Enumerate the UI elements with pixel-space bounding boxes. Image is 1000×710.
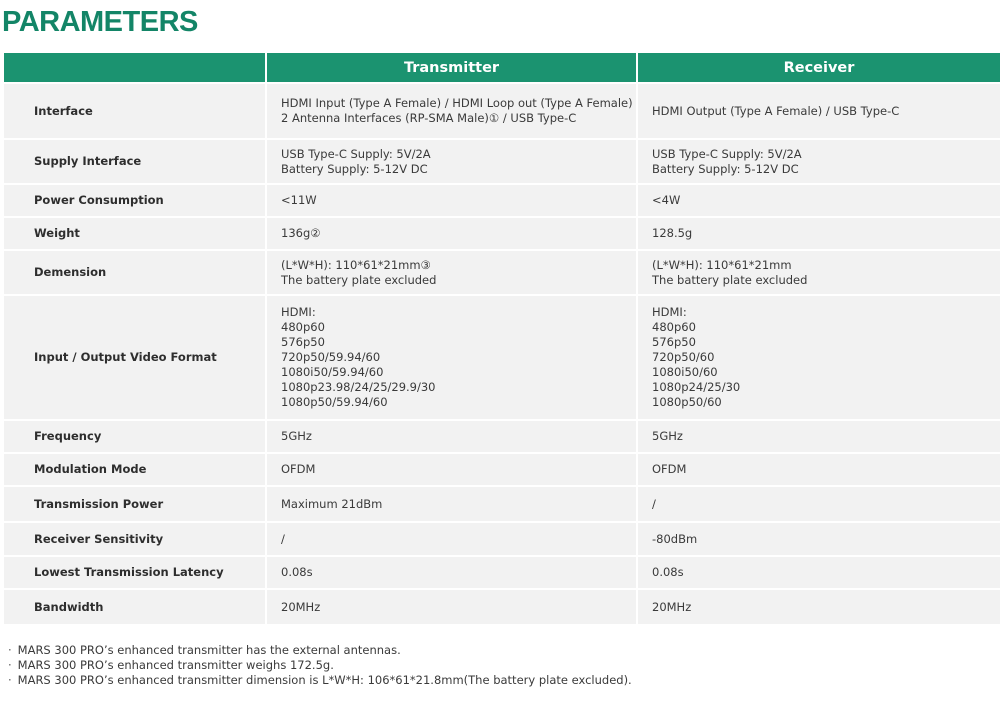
table-row bbox=[4, 83, 1000, 139]
cell-line: 5GHz bbox=[652, 429, 683, 443]
parameters-table bbox=[4, 53, 1000, 624]
row-label: Demension bbox=[4, 250, 266, 295]
cell-line: 576p50 bbox=[652, 335, 696, 349]
receiver-cell bbox=[637, 83, 1000, 139]
cell-line: <11W bbox=[281, 193, 317, 207]
header-label bbox=[4, 53, 266, 83]
receiver-cell bbox=[637, 589, 1000, 624]
cell-line: 0.08s bbox=[281, 565, 313, 579]
cell-line: 136g② bbox=[281, 226, 321, 240]
cell-line: OFDM bbox=[652, 462, 687, 476]
transmitter-cell bbox=[266, 83, 637, 139]
receiver-cell bbox=[637, 139, 1000, 184]
transmitter-cell bbox=[266, 556, 637, 589]
transmitter-cell bbox=[266, 250, 637, 295]
cell-line: 0.08s bbox=[652, 565, 684, 579]
transmitter-cell bbox=[266, 295, 637, 420]
table-row bbox=[4, 295, 1000, 420]
cell-line: 480p60 bbox=[281, 320, 325, 334]
transmitter-cell bbox=[266, 217, 637, 250]
cell-line: (L*W*H): 110*61*21mm③ bbox=[281, 257, 431, 272]
cell-line: OFDM bbox=[281, 462, 316, 476]
cell-line: 1080i50/60 bbox=[652, 365, 718, 379]
row-label: Interface bbox=[4, 83, 266, 139]
row-label: Modulation Mode bbox=[4, 453, 266, 486]
cell-line: Battery Supply: 5-12V DC bbox=[281, 161, 428, 176]
table-row bbox=[4, 556, 1000, 589]
receiver-cell bbox=[637, 522, 1000, 556]
cell-line: 20MHz bbox=[281, 599, 321, 614]
table-row bbox=[4, 486, 1000, 522]
row-label: Frequency bbox=[4, 420, 266, 453]
footnotes bbox=[8, 643, 632, 688]
header-receiver: Receiver bbox=[637, 53, 1000, 83]
cell-line: The battery plate excluded bbox=[281, 272, 437, 287]
footnote-item: · MARS 300 PRO’s enhanced transmitter dimension is L*W*H: 106*61*21.8mm(The battery plate excluded). bbox=[8, 673, 632, 688]
transmitter-cell bbox=[266, 453, 637, 486]
table-row bbox=[4, 453, 1000, 486]
header-transmitter: Transmitter bbox=[266, 53, 637, 83]
receiver-cell bbox=[637, 250, 1000, 295]
cell-line: The battery plate excluded bbox=[652, 272, 808, 287]
cell-line: HDMI: bbox=[281, 305, 316, 319]
receiver-cell bbox=[637, 453, 1000, 486]
transmitter-cell bbox=[266, 420, 637, 453]
cell-line: / bbox=[281, 531, 285, 546]
transmitter-cell bbox=[266, 139, 637, 184]
cell-line: <4W bbox=[652, 193, 681, 207]
cell-line: Maximum 21dBm bbox=[281, 496, 383, 511]
cell-line: 1080i50/59.94/60 bbox=[281, 365, 384, 379]
cell-line: HDMI: bbox=[652, 305, 687, 319]
cell-line: 480p60 bbox=[652, 320, 696, 334]
row-label: Lowest Transmission Latency bbox=[4, 556, 266, 589]
cell-line: Battery Supply: 5-12V DC bbox=[652, 161, 799, 176]
table-row bbox=[4, 139, 1000, 184]
footnote-item: · MARS 300 PRO’s enhanced transmitter has the external antennas. bbox=[8, 643, 632, 658]
table-row bbox=[4, 184, 1000, 217]
cell-line: / bbox=[652, 496, 656, 511]
transmitter-cell bbox=[266, 184, 637, 217]
cell-line: 1080p50/60 bbox=[652, 395, 722, 409]
table-row bbox=[4, 420, 1000, 453]
row-label: Supply Interface bbox=[4, 139, 266, 184]
cell-line: 1080p24/25/30 bbox=[652, 380, 741, 394]
table-body bbox=[4, 83, 1000, 624]
transmitter-cell bbox=[266, 589, 637, 624]
cell-line: 1080p23.98/24/25/29.9/30 bbox=[281, 380, 436, 394]
row-label: Weight bbox=[4, 217, 266, 250]
table-header-row bbox=[4, 53, 1000, 83]
transmitter-cell bbox=[266, 522, 637, 556]
cell-line: 128.5g bbox=[652, 226, 693, 240]
receiver-cell bbox=[637, 217, 1000, 250]
cell-line: 720p50/59.94/60 bbox=[281, 350, 381, 364]
receiver-cell bbox=[637, 486, 1000, 522]
row-label: Power Consumption bbox=[4, 184, 266, 217]
row-label: Transmission Power bbox=[4, 486, 266, 522]
table-row bbox=[4, 217, 1000, 250]
receiver-cell bbox=[637, 556, 1000, 589]
cell-line: HDMI Input (Type A Female) / HDMI Loop out (Type A Female) bbox=[281, 96, 633, 110]
transmitter-cell bbox=[266, 486, 637, 522]
cell-line: 1080p50/59.94/60 bbox=[281, 395, 388, 409]
cell-line: 720p50/60 bbox=[652, 350, 715, 364]
table-row bbox=[4, 250, 1000, 295]
cell-line: 576p50 bbox=[281, 335, 325, 349]
receiver-cell bbox=[637, 420, 1000, 453]
cell-line: HDMI Output (Type A Female) / USB Type-C bbox=[652, 103, 900, 118]
cell-line: USB Type-C Supply: 5V/2A bbox=[281, 146, 431, 161]
cell-line: 2 Antenna Interfaces (RP-SMA Male)① / USB Type-C bbox=[281, 111, 577, 125]
footnote-item: · MARS 300 PRO’s enhanced transmitter weighs 172.5g. bbox=[8, 658, 632, 673]
table-row bbox=[4, 522, 1000, 556]
cell-line: (L*W*H): 110*61*21mm bbox=[652, 257, 792, 272]
receiver-cell bbox=[637, 295, 1000, 420]
cell-line: USB Type-C Supply: 5V/2A bbox=[652, 146, 802, 161]
cell-line: 20MHz bbox=[652, 599, 692, 614]
cell-line: 5GHz bbox=[281, 429, 312, 443]
page-title: PARAMETERS bbox=[2, 6, 198, 38]
row-label: Input / Output Video Format bbox=[4, 295, 266, 420]
row-label: Receiver Sensitivity bbox=[4, 522, 266, 556]
receiver-cell bbox=[637, 184, 1000, 217]
row-label: Bandwidth bbox=[4, 589, 266, 624]
cell-line: -80dBm bbox=[652, 531, 698, 546]
table-row bbox=[4, 589, 1000, 624]
